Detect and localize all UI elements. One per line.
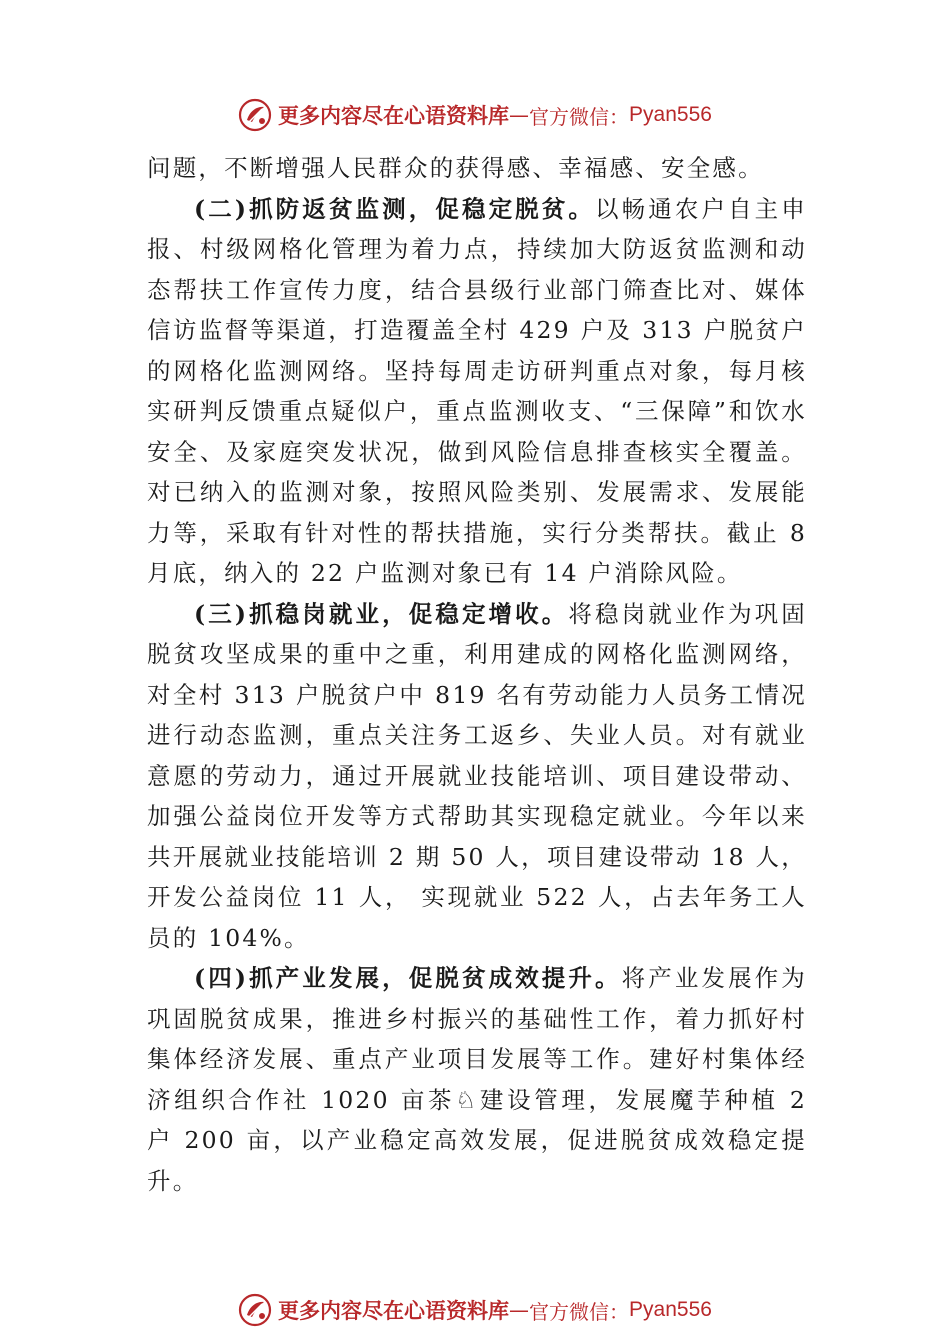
watermark-wechat-label: 官方微信： xyxy=(529,1299,630,1324)
paragraph-2 xyxy=(147,189,807,594)
document-body xyxy=(147,148,807,1201)
paragraph-4-lead: (四)抓产业发展，促脱贫成效提升。 xyxy=(194,964,622,992)
header-watermark xyxy=(0,95,950,135)
watermark-dash: — xyxy=(509,1298,530,1322)
paragraph-3-lead: (三)抓稳岗就业，促稳定增收。 xyxy=(194,599,569,628)
watermark-brand-text: 更多内容尽在心语资料库 xyxy=(278,103,510,128)
paragraph-4 xyxy=(147,958,807,1201)
brand-logo-icon xyxy=(238,1293,272,1327)
watermark-wechat-id: Pyan556 xyxy=(629,103,712,126)
watermark-brand-text: 更多内容尽在心语资料库 xyxy=(278,1298,510,1323)
paragraph-2-lead: (二)抓防返贫监测，促稳定脱贫。 xyxy=(194,194,596,223)
paragraph-3-text: 将稳岗就业作为巩固脱贫攻坚成果的重中之重，利用建成的网格化监测网络，对全村 313 户脱贫户中 819 名有劳动能力人员务工情况进行动态监测，重点关注务工返乡、失业人员。对有就业意愿的劳动力，通过开展就业技能培训、项目建设带动、加强公益岗位开发等方式帮助其实现稳定就业。今年以来共开展就业技能培训 2 期 50 人，项目建设带动 18 人，开发公益岗位 11 人， 实现就业 522 人，占去年务工人员的 104%。 xyxy=(147,599,807,952)
paragraph-4-text: 将产业发展作为巩固脱贫成果，推进乡村振兴的基础性工作，着力抓好村集体经济发展、重点产业项目发展等工作。建好村集体经济组织合作社 1020 亩茶♘建设管理，发展魔芋种植 2 户 200 亩，以产业稳定高效发展，促进脱贫成效稳定提升。 xyxy=(147,964,807,1195)
brand-logo-icon xyxy=(238,98,272,132)
watermark-wechat-id: Pyan556 xyxy=(629,1298,712,1321)
paragraph-1 xyxy=(147,148,807,189)
paragraph-3 xyxy=(147,594,807,959)
footer-watermark xyxy=(0,1290,950,1330)
watermark-dash: — xyxy=(509,103,530,127)
paragraph-2-text: 以畅通农户自主申报、村级网格化管理为着力点，持续加大防返贫监测和动态帮扶工作宣传力度，结合县级行业部门筛查比对、媒体信访监督等渠道，打造覆盖全村 429 户及 313 户脱贫户的网格化监测网络。坚持每周走访研判重点对象，每月核实研判反馈重点疑似户，重点监测收支、“三保障”和饮水安全、及家庭突发状况，做到风险信息排查核实全覆盖。对已纳入的监测对象，按照风险类别、发展需求、发展能力等，采取有针对性的帮扶措施，实行分类帮扶。截止 8 月底，纳入的 22 户监测对象已有 14 户消除风险。 xyxy=(147,194,807,587)
watermark-wechat-label: 官方微信： xyxy=(529,104,630,129)
paragraph-1-text: 问题，不断增强人民群众的获得感、幸福感、安全感。 xyxy=(147,154,764,182)
